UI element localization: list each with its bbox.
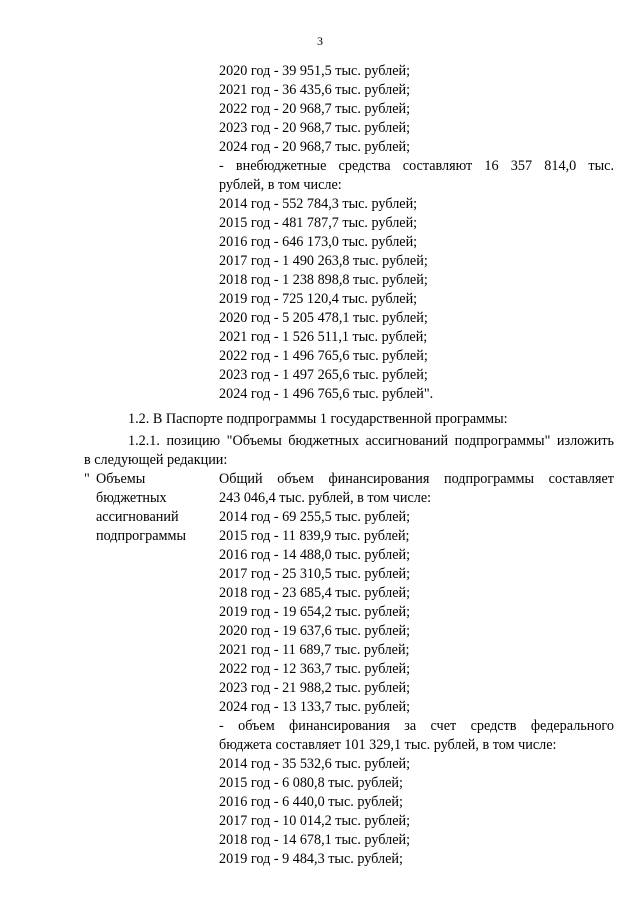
federal-continued-list [219,62,614,404]
list-item: 2015 год - 6 080,8 тыс. рублей; [219,775,403,791]
list-item: 2021 год - 36 435,6 тыс. рублей; [219,82,411,98]
list-item: 2019 год - 725 120,4 тыс. рублей; [219,291,418,307]
list-item: 2018 год - 14 678,1 тыс. рублей; [219,832,411,848]
label-line: подпрограммы [96,528,186,544]
list-item: 2016 год - 6 440,0 тыс. рублей; [219,794,403,810]
list-item: 2014 год - 552 784,3 тыс. рублей; [219,196,418,212]
list-item: 2014 год - 35 532,6 тыс. рублей; [219,756,411,772]
label-line: ассигнований [96,509,179,525]
list-item: 2024 год - 13 133,7 тыс. рублей; [219,699,411,715]
section-1-2-heading: 1.2. В Паспорте подпрограммы 1 государственной программы: [128,411,508,427]
list-item: 2017 год - 25 310,5 тыс. рублей; [219,566,411,582]
list-item: 2021 год - 11 689,7 тыс. рублей; [219,642,410,658]
section-1-2-1-text-cont: в следующей редакции: [84,452,228,468]
list-item: 2024 год - 1 496 765,6 тыс. рублей". [219,386,434,402]
list-item: 2024 год - 20 968,7 тыс. рублей; [219,139,411,155]
list-item: 2015 год - 481 787,7 тыс. рублей; [219,215,418,231]
list-item: 2022 год - 12 363,7 тыс. рублей; [219,661,411,677]
offbudget-intro-cont: рублей, в том числе: [219,177,342,193]
opening-quote: " [84,471,90,487]
federal-text-cont: бюджета составляет 101 329,1 тыс. рублей, в том числе: [219,737,557,753]
list-item: 2022 год - 20 968,7 тыс. рублей; [219,101,411,117]
list-item: 2018 год - 1 238 898,8 тыс. рублей; [219,272,428,288]
page-number: 3 [317,34,323,48]
list-item: 2023 год - 1 497 265,6 тыс. рублей; [219,367,428,383]
row-value [219,470,614,869]
list-item: 2017 год - 10 014,2 тыс. рублей; [219,813,411,829]
row-label [96,470,211,546]
list-item: 2020 год - 39 951,5 тыс. рублей; [219,63,411,79]
list-item: 2020 год - 5 205 478,1 тыс. рублей; [219,310,428,326]
list-item: 2019 год - 9 484,3 тыс. рублей; [219,851,403,867]
list-item: 2014 год - 69 255,5 тыс. рублей; [219,509,411,525]
list-item: 2016 год - 646 173,0 тыс. рублей; [219,234,418,250]
list-item: 2023 год - 21 988,2 тыс. рублей; [219,680,411,696]
label-line: бюджетных [96,490,167,506]
list-item: 2019 год - 19 654,2 тыс. рублей; [219,604,411,620]
total-text-cont: 243 046,4 тыс. рублей, в том числе: [219,490,432,506]
offbudget-intro: - внебюджетные средства составляют 16 357 814,0 тыс. [219,158,614,174]
label-line: Объемы [96,471,146,487]
list-item: 2021 год - 1 526 511,1 тыс. рублей; [219,329,428,345]
federal-text: - объем финансирования за счет средств федерального [219,718,614,734]
section-1-2-1-text: 1.2.1. позицию "Объемы бюджетных ассигнований подпрограммы" изложить [128,433,614,449]
list-item: 2017 год - 1 490 263,8 тыс. рублей; [219,253,428,269]
total-text: Общий объем финансирования подпрограммы составляет [219,471,614,487]
list-item: 2022 год - 1 496 765,6 тыс. рублей; [219,348,428,364]
list-item: 2023 год - 20 968,7 тыс. рублей; [219,120,411,136]
list-item: 2018 год - 23 685,4 тыс. рублей; [219,585,411,601]
list-item: 2016 год - 14 488,0 тыс. рублей; [219,547,411,563]
list-item: 2015 год - 11 839,9 тыс. рублей; [219,528,410,544]
list-item: 2020 год - 19 637,6 тыс. рублей; [219,623,411,639]
